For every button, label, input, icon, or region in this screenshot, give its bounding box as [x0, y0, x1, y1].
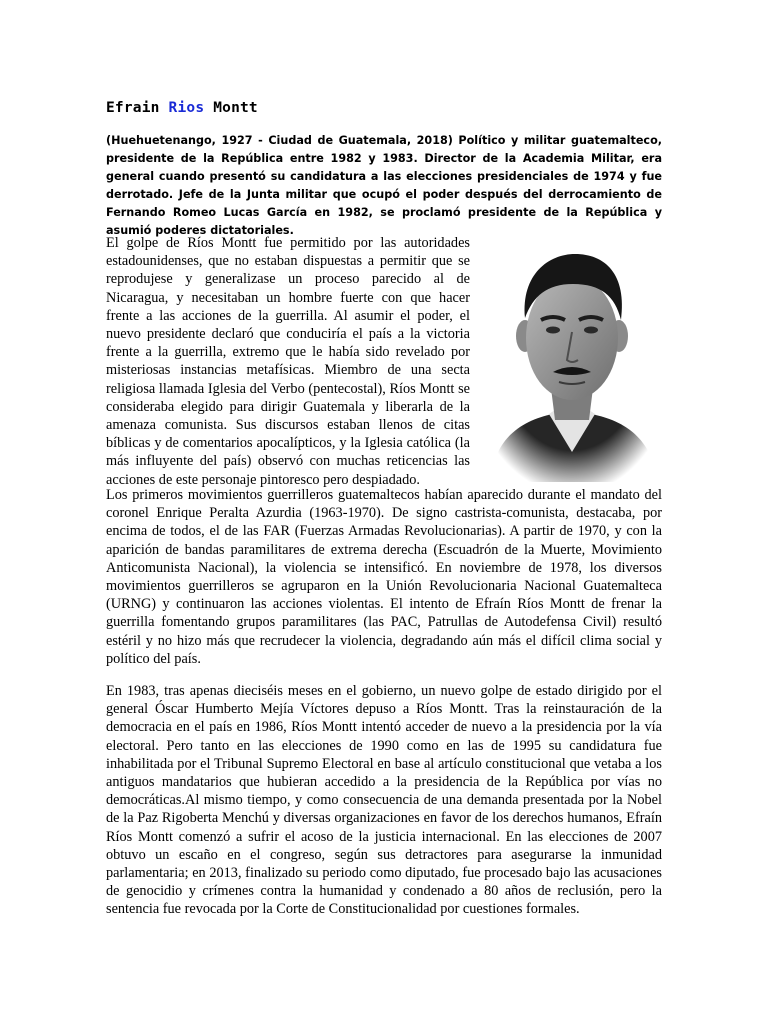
- paragraph-guerrilla: Los primeros movimientos guerrilleros guatemaltecos habían aparecido durante el mandato del coronel Enrique Peralta Azurdia (1963-1970). De signo castrista-comunista, destacaba, por encima de todos, el de las FAR (Fuerzas Armadas Revolucionarias). A partir de 1970, y con la aparición de bandas paramilitares de extrema derecha (Escuadrón de la Muerte, Movimiento Anticomunista Nacional), la violencia se intensificó. En noviembre de 1978, los diversos movimientos guerrilleros se agruparon en la Unión Revolucionaria Nacional Guatemalteca (URNG) y continuaron las acciones violentas. El intento de Efraín Ríos Montt de frenar la guerrilla fomentando grupos paramilitares (las PAC, Patrullas de Autodefensa Civil) resultó estéril y no hizo más que recrudecer la violencia, degradando aún más el difícil clima social y político del país.: [106, 487, 662, 667]
- portrait-photo: [483, 238, 661, 482]
- paragraph-later-years: En 1983, tras apenas dieciséis meses en el gobierno, un nuevo golpe de estado dirigido por el general Óscar Humberto Mejía Víctores depuso a Ríos Montt. Tras la reinstauración de la democracia en el país en 1986, Ríos Montt intentó acceder de nuevo a la presidencia por la vía electoral. Pero tanto en las elecciones de 1990 como en las de 1995 su candidatura fue inhabilitada por el Tribunal Supremo Electoral en base al artículo constitucional que vetaba a los antiguos mandatarios que hubieran accedido a la presidencia de la República por vías no democráticas.Al mismo tiempo, y como consecuencia de una demanda presentada por la Nobel de la Paz Rigoberta Menchú y diversas organizaciones en favor de los derechos humanos, Efraín Ríos Montt comenzó a sufrir el acoso de la justicia internacional. En las elecciones de 2007 obtuvo un escaño en el congreso, según sus detractores para asegurarse la inmunidad parlamentaria; en 2013, finalizado su periodo como diputado, fue procesado bajo las acusaciones de genocidio y crímenes contra la humanidad y condenado a 80 años de reclusión, pero la sentencia fue revocada por la Corte de Constitucionalidad por cuestiones formales.: [106, 683, 662, 918]
- title-surname-highlight: Rios: [168, 100, 205, 116]
- biography-summary: (Huehuetenango, 1927 - Ciudad de Guatemala, 2018) Político y militar guatemalteco, presidente de la República entre 1982 y 1983. Director de la Academia Militar, era general cuando presentó su candidatura a las elecciones presidenciales de 1974 y fue derrotado. Jefe de la Junta militar que ocupó el poder después del derrocamiento de Fernando Romeo Lucas García en 1982, se proclamó presidente de la República y asumió poderes dictatoriales.: [106, 134, 662, 237]
- title-first-name: Efrain: [106, 100, 160, 116]
- paragraph-coup: El golpe de Ríos Montt fue permitido por las autoridades estadounidenses, que no estaban dispuestas a permitir que se reprodujese y generalizase un proceso parecido al de Nicaragua, y necesitaban un hombre fuerte con que hacer frente a las acciones de la guerrilla. Al asumir el poder, el nuevo presidente declaró que conduciría el país a la victoria frente a la guerrilla, extremo que le había sido revelado por misteriosas instancias metafísicas. Miembro de una secta religiosa llamada Iglesia del Verbo (pentecostal), Ríos Montt se consideraba elegido para dirigir Guatemala y liberarla de la amenaza comunista. Sus discursos estaban llenos de citas bíblicas y de comentarios apocalípticos, y la Iglesia católica (la más influyente del país) observó con muchas reticencias las acciones de este personaje pintoresco pero despiadado.: [106, 235, 470, 488]
- title-second-surname: Montt: [213, 100, 258, 116]
- article-title: [106, 100, 258, 116]
